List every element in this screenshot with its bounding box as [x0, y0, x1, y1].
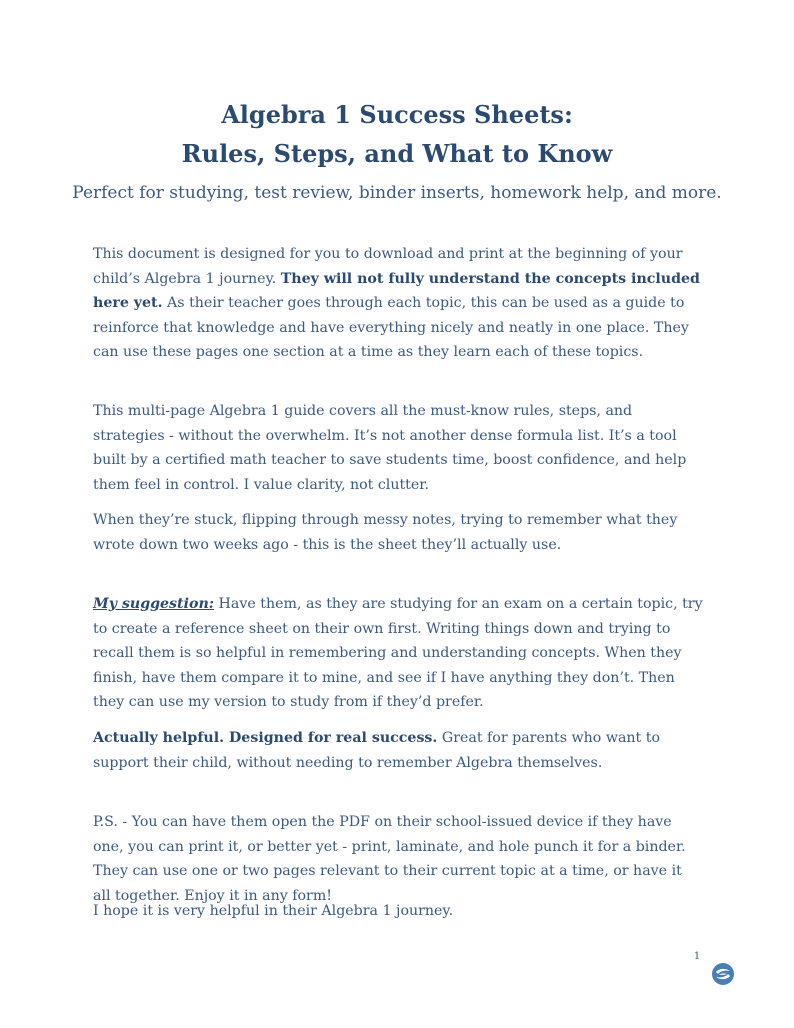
closing-paragraph: I hope it is very helpful in their Algebra 1 journey. — [93, 903, 454, 919]
intro-text-b: As their teacher goes through each topic, this can be used as a guide to reinforce that knowledge and have everything nicely and neatly in one place. They can use these pages one section at a time as they learn each of these topics. — [93, 295, 689, 361]
intro-bold-note: They will not fully understand the concepts included here yet. — [93, 270, 700, 312]
helpful-paragraph — [93, 726, 703, 775]
document-title-line-1: Algebra 1 Success Sheets: — [221, 100, 573, 129]
helpful-bold: Actually helpful. Designed for real success. — [93, 730, 438, 746]
guide-description-paragraph: This multi-page Algebra 1 guide covers all the must-know rules, steps, and strategies - without the overwhelm. It’s not another dense formula list. It’s a tool built by a certified math teacher to save students time, boost confidence, and help them feel in control. I value clarity, not clutter. — [93, 403, 687, 493]
suggestion-paragraph — [93, 592, 703, 715]
ps-paragraph: P.S. - You can have them open the PDF on their school-issued device if they have one, you can print it, or better yet - print, laminate, and hole punch it for a binder. They can use one or two pages relevant to their current topic at a time, or have it all together. Enjoy it in any form! — [93, 814, 686, 904]
swirl-logo-icon — [711, 962, 735, 986]
suggestion-label: My suggestion: — [93, 596, 215, 612]
intro-paragraph — [93, 242, 703, 365]
intro-text-a: This document is designed for you to download and print at the beginning of your child’s Algebra 1 journey. — [93, 246, 683, 287]
suggestion-text: Have them, as they are studying for an exam on a certain topic, try to create a reference sheet on their own first. Writing things down and trying to recall them is so helpful in remembering and understanding concepts. When they finish, have them compare it to mine, and see if I have anything they don’t. Then they can use my version to study from if they’d prefer. — [93, 596, 703, 711]
page-number: 1 — [693, 951, 701, 962]
document-subtitle: Perfect for studying, test review, binder inserts, homework help, and more. — [72, 183, 722, 203]
helpful-text: Great for parents who want to support their child, without needing to remember Algebra themselves. — [93, 730, 661, 771]
document-title-line-2: Rules, Steps, and What to Know — [181, 139, 613, 168]
stuck-paragraph: When they’re stuck, flipping through messy notes, trying to remember what they wrote down two weeks ago - this is the sheet they’ll actually use. — [93, 512, 678, 553]
